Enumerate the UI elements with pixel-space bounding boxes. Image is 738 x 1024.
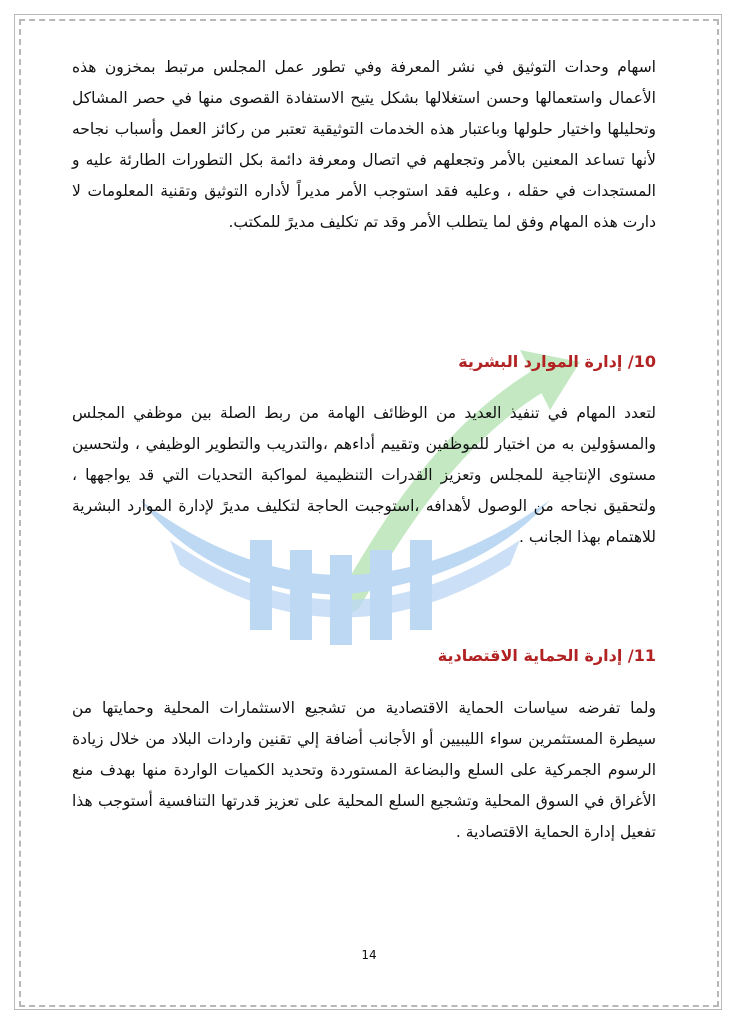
- hr-paragraph: لتعدد المهام في تنفيذ العديد من الوظائف الهامة من ربط الصلة بين موظفي المجلس والمسؤولين به من اختيار للموظفين وتقييم أداءهم ،والتدريب والتطوير الوظيفي ، ولتحسين مستوى الإنتاجية للمجلس وتعزيز القدرات التنظيمية لمواكبة التحديات التي قد يواجهها ، ولتحقيق نجاحه من الوصول لأهدافه ،استوجبت الحاجة لتكليف مديرً لإدارة الموارد البشرية للاهتمام بهذا الجانب .: [72, 404, 656, 546]
- intro-paragraph: اسهام وحدات التوثيق في نشر المعرفة وفي تطور عمل المجلس مرتبط بمخزون هذه الأعمال واستعمالها وحسن استغلالها بشكل يتيح الاستفادة القصوى منها في حصر المشاكل وتحليلها واختيار حلولها وباعتبار هذه الخدمات التوثيقية تعتبر من ركائز العمل وأسباب نجاحه لأنها تساعد المعنين بالأمر وتجعلهم في اتصال ومعرفة دائمة بكل التطورات الطارئة عليه و المستجدات في حقله ، وعليه فقد استوجب الأمر مديراً لأداره التوثيق وتقنية المعلومات لا دارت هذه المهام وفق لما يتطلب الأمر وقد تم تكليف مديرً للمكتب.: [72, 58, 656, 231]
- economic-paragraph: ولما تفرضه سياسات الحماية الاقتصادية من تشجيع الاستثمارات المحلية وحمايتها من سيطرة المستثمرين سواء الليبيين أو الأجانب أضافة إلي تقنين واردات البلاد من خلال زيادة الرسوم الجمركية على السلع والبضاعة المستوردة وتحديد الكميات الواردة منها بهدف منع الأغراق في السوق المحلية وتشجيع السلع المحلية على تعزيز قدرتها التنافسية أستوجب هذا تفعيل إدارة الحماية الاقتصادية .: [72, 699, 656, 841]
- page-number: 14: [361, 948, 377, 962]
- section-heading-economic: 11/ إدارة الحماية الاقتصادية: [437, 646, 656, 665]
- section-heading-hr: 10/ إدارة الموارد البشرية: [458, 352, 656, 371]
